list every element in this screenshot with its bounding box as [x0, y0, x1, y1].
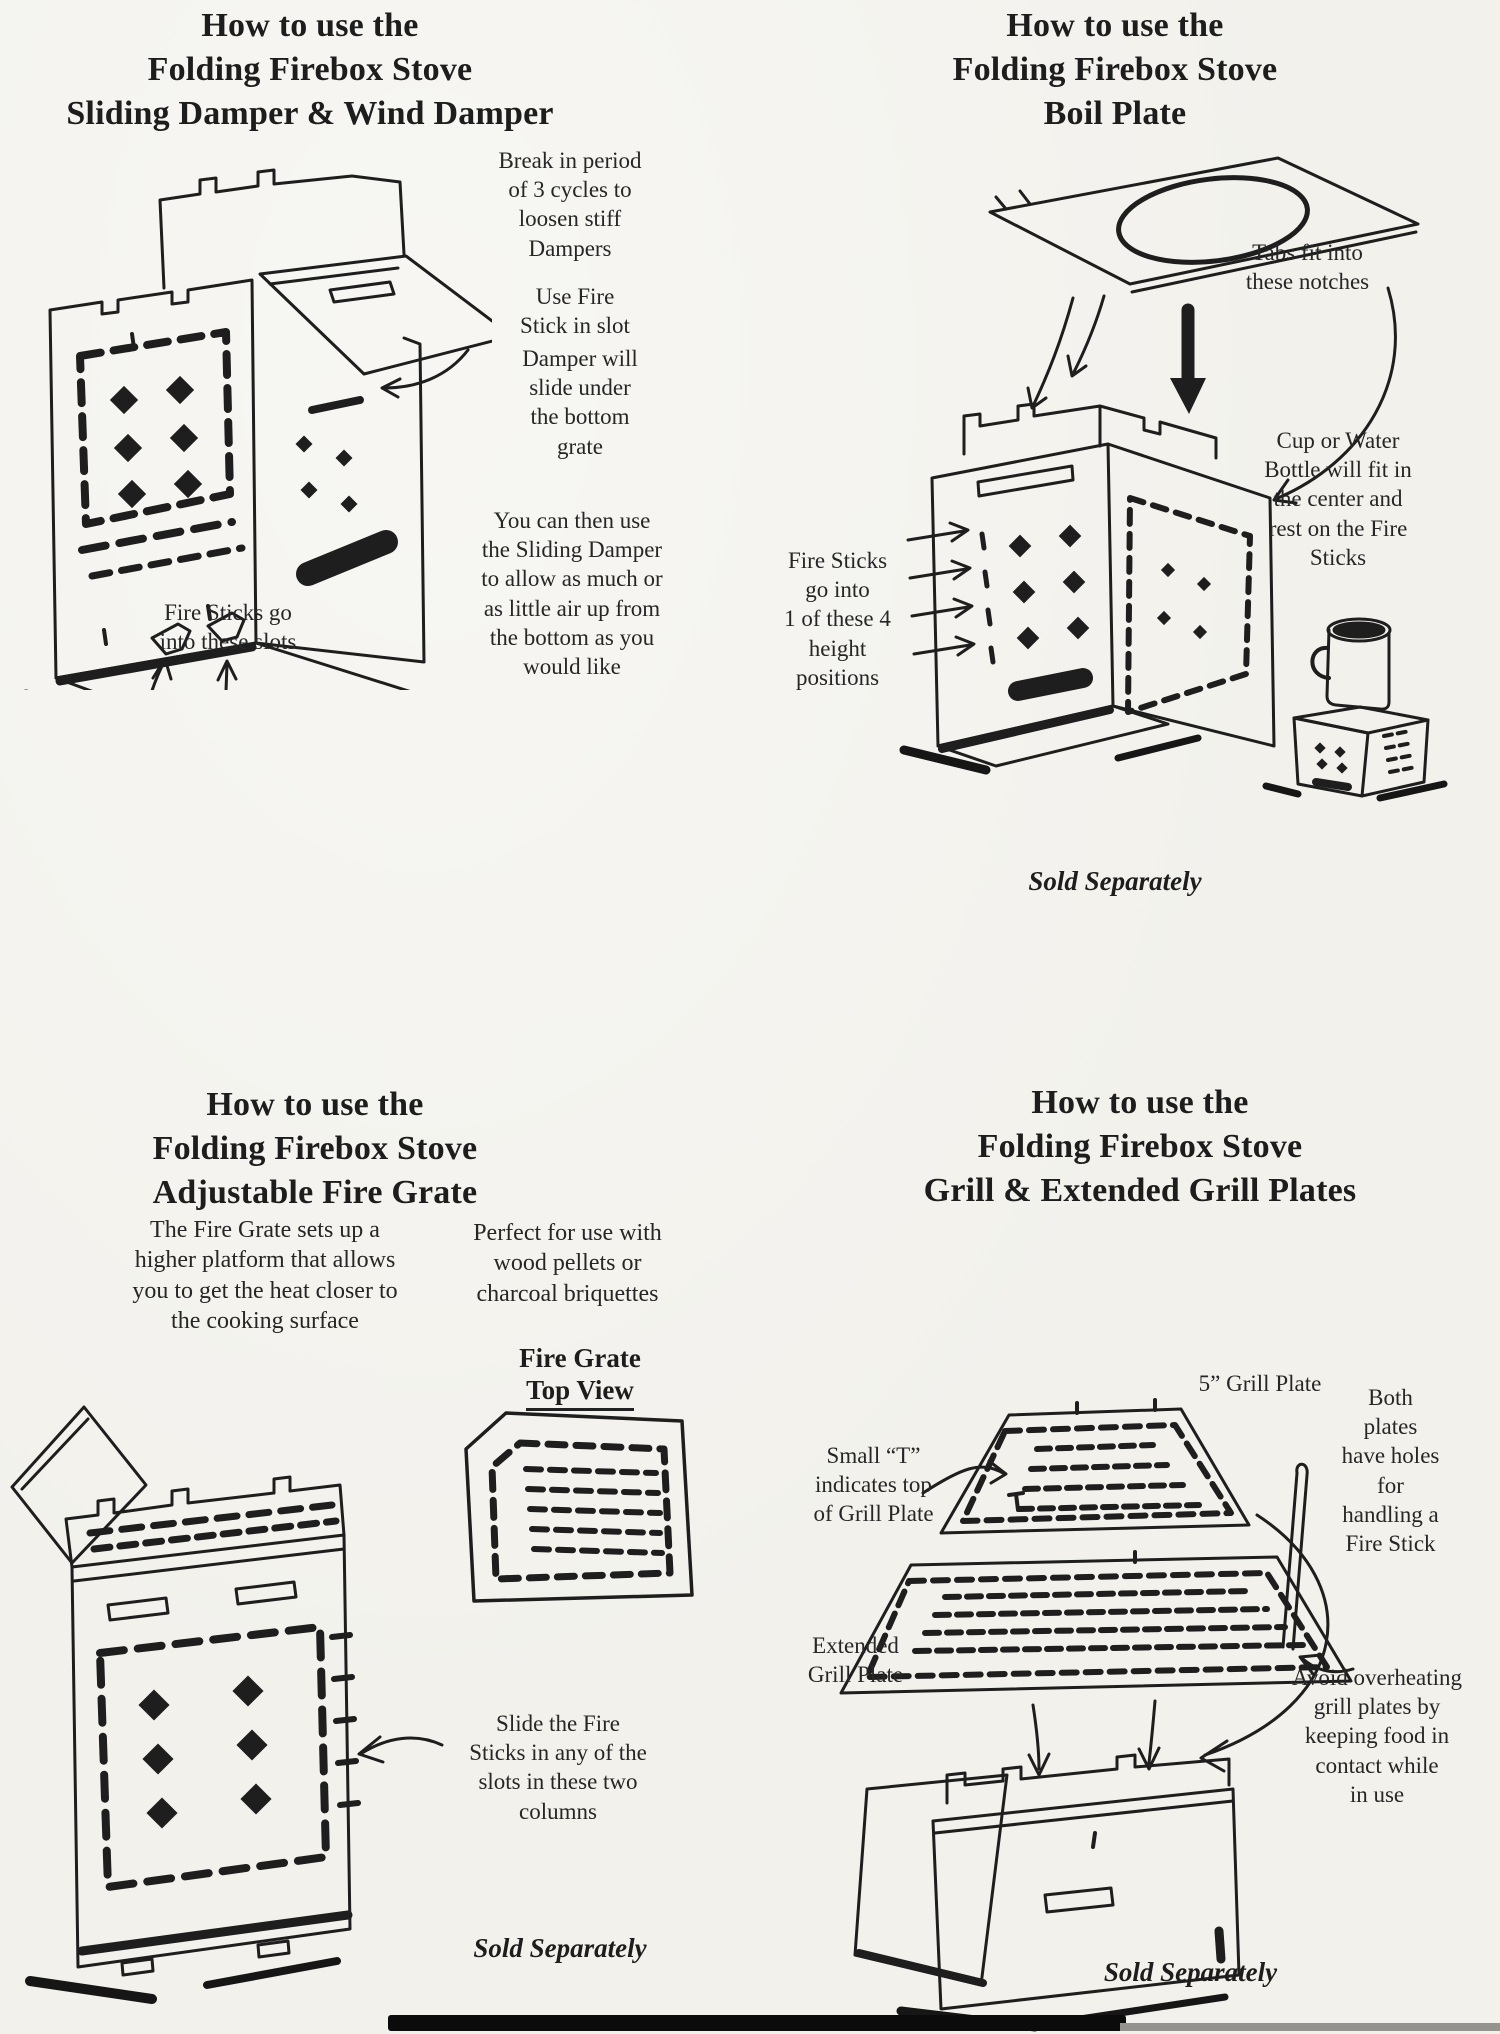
note-5-grill-plate: 5” Grill Plate — [1198, 1371, 1322, 1396]
note-tabs: Tabs fit into these notches — [1245, 240, 1370, 295]
title-line: Folding Firebox Stove — [147, 51, 473, 89]
title-line: How to use the — [1031, 1084, 1249, 1121]
note-break-in: Break in period of 3 cycles to loosen stiff Dampers — [498, 148, 642, 261]
vent-frame — [80, 332, 230, 524]
title-line: Boil Plate — [1043, 95, 1187, 133]
scan-edge-artifact — [388, 2015, 1126, 2031]
title-line: Adjustable Fire Grate — [152, 1174, 478, 1212]
vent-holes — [138, 1675, 271, 1828]
note-intro-right: Perfect for use with wood pellets or charcoal briquettes — [473, 1220, 662, 1307]
heading-line: Fire Grate — [519, 1343, 641, 1373]
title-line: Folding Firebox Stove — [977, 1128, 1303, 1166]
title-line: Sliding Damper & Wind Damper — [66, 95, 554, 133]
title-line: How to use the — [1006, 7, 1224, 44]
panel-adjustable-fire-grate — [0, 1017, 750, 2034]
note-fire-sticks-height: Fire Sticks go into 1 of these 4 height positions — [784, 548, 891, 690]
title-line: Grill & Extended Grill Plates — [923, 1172, 1357, 1210]
vent-frame — [100, 1627, 326, 1887]
panel-sliding-damper — [0, 0, 750, 1017]
note-both-plates: Both plates have holes for handling a Fire Stick — [1341, 1385, 1440, 1557]
grate-slot-rows — [526, 1469, 662, 1553]
note-fire-sticks-slots: Fire Sticks go into these slots — [159, 600, 297, 655]
panel-title — [810, 1081, 1470, 1214]
note-avoid-overheating: Avoid overheating grill plates by keeping food in contact while in use — [1291, 1665, 1463, 1807]
center-arrowhead — [1170, 378, 1206, 414]
sold-separately-label: Sold Separately — [1028, 866, 1202, 896]
side-slot — [308, 542, 386, 574]
cup — [1312, 619, 1390, 709]
panel-boil-plate — [750, 0, 1500, 1017]
note-cup: Cup or Water Bottle will fit in the center and rest on the Fire Sticks — [1264, 428, 1412, 570]
wind-damper-flap — [260, 256, 492, 374]
note-sliding-damper: You can then use the Sliding Damper to allow as much or as little air up from the bottom as you would like — [481, 508, 663, 680]
note-small-t: Small “T” indicates top of Grill Plate — [813, 1443, 934, 1527]
fire-grate-stove-illustration — [2, 1337, 450, 2013]
title-line: How to use the — [206, 1086, 424, 1123]
cup-on-stove-illustration — [1232, 586, 1467, 806]
ground-shadow — [30, 1961, 337, 1999]
mini-stove — [1294, 707, 1428, 796]
title-line: Folding Firebox Stove — [152, 1130, 478, 1168]
mini-stove-holes — [1314, 742, 1347, 773]
fire-grate-top-view-heading — [455, 1343, 705, 1411]
note-use-fire-stick: Use Fire Stick in slot — [520, 284, 630, 339]
panel-title — [790, 4, 1440, 137]
heading-line-underlined: Top View — [526, 1375, 634, 1411]
open-flap — [12, 1407, 146, 1563]
sold-separately-label: Sold Separately — [1103, 1957, 1278, 1987]
panel-title — [10, 4, 610, 137]
note-damper-slide: Damper will slide under the bottom grate — [522, 346, 638, 459]
note-slide-sticks: Slide the Fire Sticks in any of the slots in these two columns — [469, 1711, 647, 1824]
note-extended-grill-plate: Extended Grill Plate — [807, 1633, 904, 1688]
panel-title — [0, 1083, 630, 1216]
title-line: How to use the — [201, 7, 419, 44]
fire-grate-top-view-illustration — [452, 1403, 704, 1623]
panel-grill-plates — [750, 1017, 1500, 2034]
title-line: Folding Firebox Stove — [952, 51, 1278, 89]
stove-body — [932, 404, 1274, 766]
note-intro-left: The Fire Grate sets up a higher platform that allows you to get the heat closer to the cooking surface — [132, 1217, 398, 1335]
handle-slots — [108, 1582, 296, 1620]
scan-edge-artifact-light — [1120, 2023, 1500, 2031]
sold-separately-label: Sold Separately — [473, 1933, 647, 1963]
